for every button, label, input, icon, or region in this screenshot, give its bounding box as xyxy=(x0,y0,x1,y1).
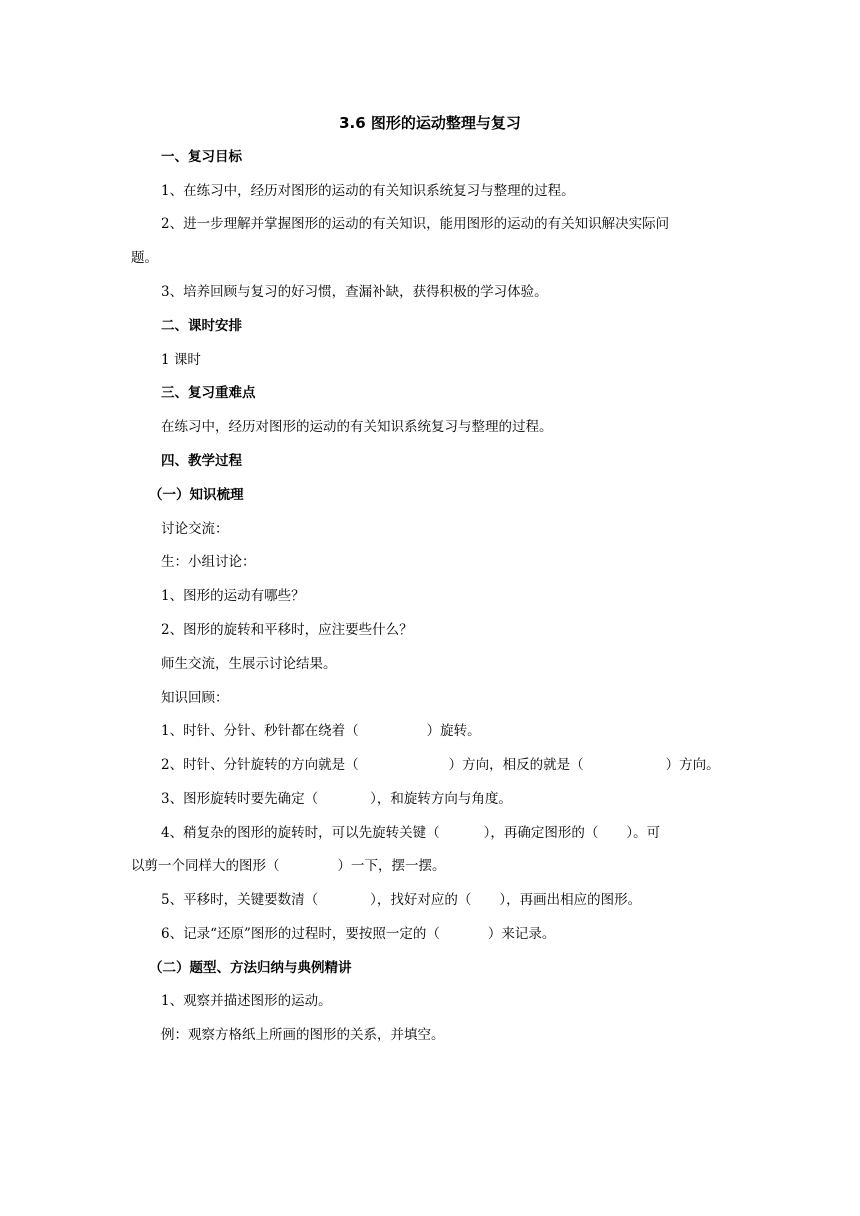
review-item-3 xyxy=(161,790,512,808)
review-item-4-continued xyxy=(131,857,446,875)
review-item-1-text-b: ）旋转。 xyxy=(426,723,481,739)
document-title: 3.6 图形的运动整理与复习 xyxy=(339,114,521,132)
section-heading-schedule: 二、课时安排 xyxy=(161,318,242,334)
review-item-4-text-b: ），再确定图形的（ xyxy=(483,825,599,841)
review-item-6 xyxy=(161,925,555,943)
review-item-6-text-a: 6、记录“还原”图形的过程时，要按照一定的（ xyxy=(161,926,440,942)
discussion-label: 讨论交流： xyxy=(161,521,229,537)
review-item-5 xyxy=(161,891,641,909)
review-item-3-text-a: 3、图形旋转时要先确定（ xyxy=(161,791,319,807)
review-item-2-text-c: ）方向。 xyxy=(665,757,720,773)
method-item-1: 1、观察并描述图形的运动。 xyxy=(161,993,332,1009)
review-item-4 xyxy=(161,824,660,842)
goal-item-1: 1、在练习中，经历对图形的运动的有关知识系统复习与整理的过程。 xyxy=(161,183,575,199)
question-2: 2、图形的旋转和平移时，应注要些什么？ xyxy=(161,622,413,638)
exchange-line: 师生交流，生展示讨论结果。 xyxy=(161,656,337,672)
subsection-heading-methods: （二）题型、方法归纳与典例精讲 xyxy=(149,960,352,976)
review-label: 知识回顾： xyxy=(161,690,229,706)
goal-item-3: 3、培养回顾与复习的好习惯，查漏补缺，获得积极的学习体验。 xyxy=(161,284,548,300)
review-item-6-text-b: ）来记录。 xyxy=(487,926,556,942)
review-item-5-text-a: 5、平移时，关键要数清（ xyxy=(161,892,319,908)
review-item-5-text-c: ），再画出相应的图形。 xyxy=(499,892,642,908)
review-item-4-text-c: ）。可 xyxy=(626,825,661,841)
goal-item-2: 2、进一步理解并掌握图形的运动的有关知识，能用图形的运动的有关知识解决实际问 xyxy=(161,216,670,232)
review-item-1 xyxy=(161,722,481,740)
key-points-body: 在练习中，经历对图形的运动的有关知识系统复习与整理的过程。 xyxy=(161,419,553,435)
question-1: 1、图形的运动有哪些？ xyxy=(161,588,305,604)
subsection-heading-knowledge: （一）知识梳理 xyxy=(149,487,244,503)
review-item-2-text-a: 2、时针、分针旋转的方向就是（ xyxy=(161,757,359,773)
section-heading-goals: 一、复习目标 xyxy=(161,149,242,165)
review-item-1-text-a: 1、时针、分针、秒针都在绕着（ xyxy=(161,723,359,739)
review-item-2-text-b: ）方向，相反的就是（ xyxy=(448,757,584,773)
review-item-2 xyxy=(161,756,720,774)
review-item-3-text-b: ），和旋转方向与角度。 xyxy=(370,791,512,807)
review-item-5-text-b: ），找好对应的（ xyxy=(370,892,472,908)
student-discussion: 生：小组讨论： xyxy=(161,554,256,570)
schedule-body: 1 课时 xyxy=(161,352,201,368)
review-item-4-text-a: 4、稍复杂的图形的旋转时，可以先旋转关键（ xyxy=(161,825,440,841)
review-item-4-text-e: ）一下，摆一摆。 xyxy=(337,858,446,874)
section-heading-key-points: 三、复习重难点 xyxy=(161,385,256,401)
goal-item-2-continued: 题。 xyxy=(131,250,158,266)
section-heading-process: 四、教学过程 xyxy=(161,453,242,469)
review-item-4-text-d: 以剪一个同样大的图形（ xyxy=(131,858,280,874)
example-line: 例：观察方格纸上所画的图形的关系，并填空。 xyxy=(161,1027,445,1043)
